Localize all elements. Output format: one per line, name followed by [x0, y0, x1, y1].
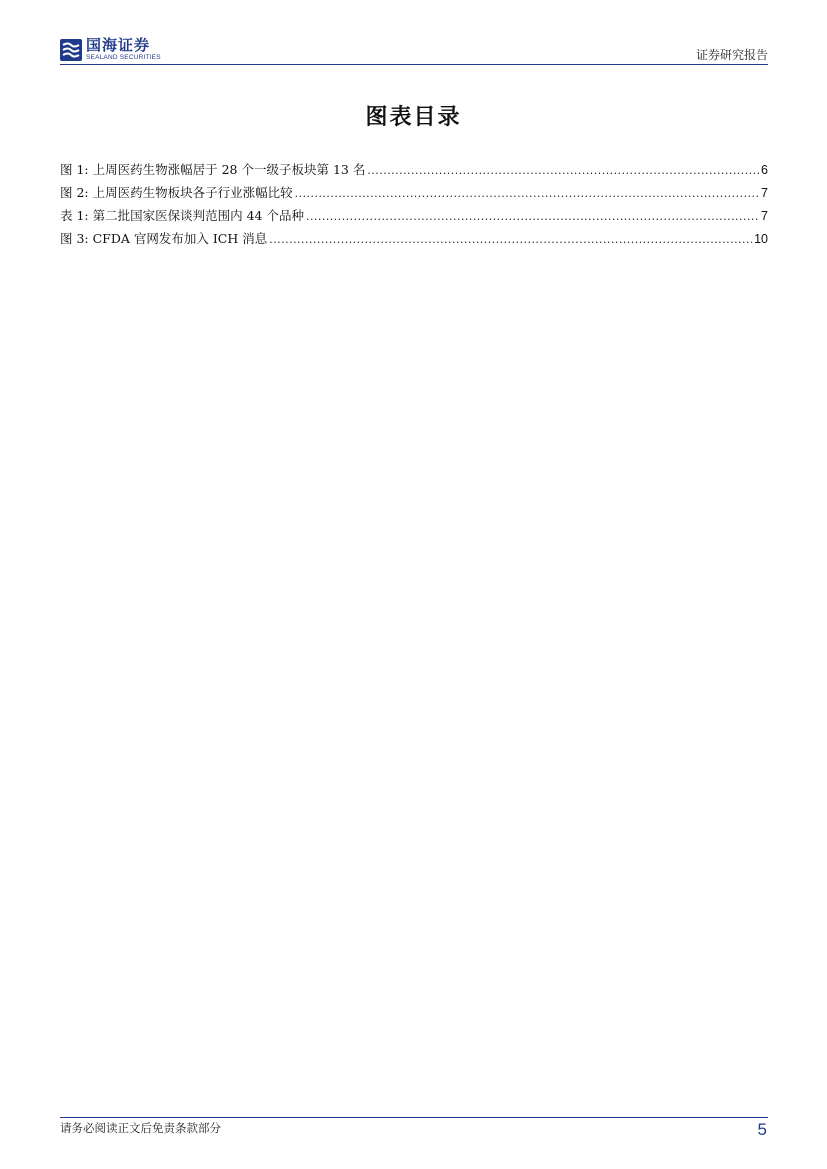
report-type-label: 证券研究报告 [695, 48, 768, 62]
toc-entry[interactable] [60, 229, 768, 252]
page-title: 图表目录 [365, 104, 462, 130]
logo-text [86, 38, 161, 62]
toc-entry-page: 7 [761, 209, 768, 223]
page-number: 5 [757, 1120, 767, 1139]
toc-leader-dots [367, 163, 759, 177]
toc-entry[interactable] [60, 206, 768, 229]
toc-entry-label: 图 1: 上周医药生物涨幅居于 28 个一级子板块第 13 名 [60, 162, 366, 177]
sealand-logo [60, 36, 161, 64]
toc-entry-label: 图 2: 上周医药生物板块各子行业涨幅比较 [60, 185, 293, 200]
toc-entry-page: 7 [761, 186, 768, 200]
toc-leader-dots [269, 232, 752, 246]
page-header [60, 34, 768, 64]
footer-disclaimer: 请务必阅读正文后免责条款部分 [60, 1121, 221, 1135]
toc-entry[interactable] [60, 160, 768, 183]
toc-entry-page: 10 [754, 232, 768, 246]
footer-divider [60, 1117, 768, 1118]
header-divider [60, 64, 768, 65]
toc-leader-dots [306, 209, 759, 223]
logo-english-name: SEALAND SECURITIES [86, 54, 161, 62]
sealand-logo-icon [60, 39, 82, 61]
toc-entry[interactable] [60, 183, 768, 206]
logo-chinese-name: 国海证券 [86, 36, 151, 55]
toc-entry-page: 6 [761, 163, 768, 177]
table-of-figures [60, 160, 768, 252]
toc-leader-dots [295, 186, 759, 200]
toc-entry-label: 图 3: CFDA 官网发布加入 ICH 消息 [60, 231, 268, 246]
toc-entry-label: 表 1: 第二批国家医保谈判范围内 44 个品种 [60, 208, 304, 223]
